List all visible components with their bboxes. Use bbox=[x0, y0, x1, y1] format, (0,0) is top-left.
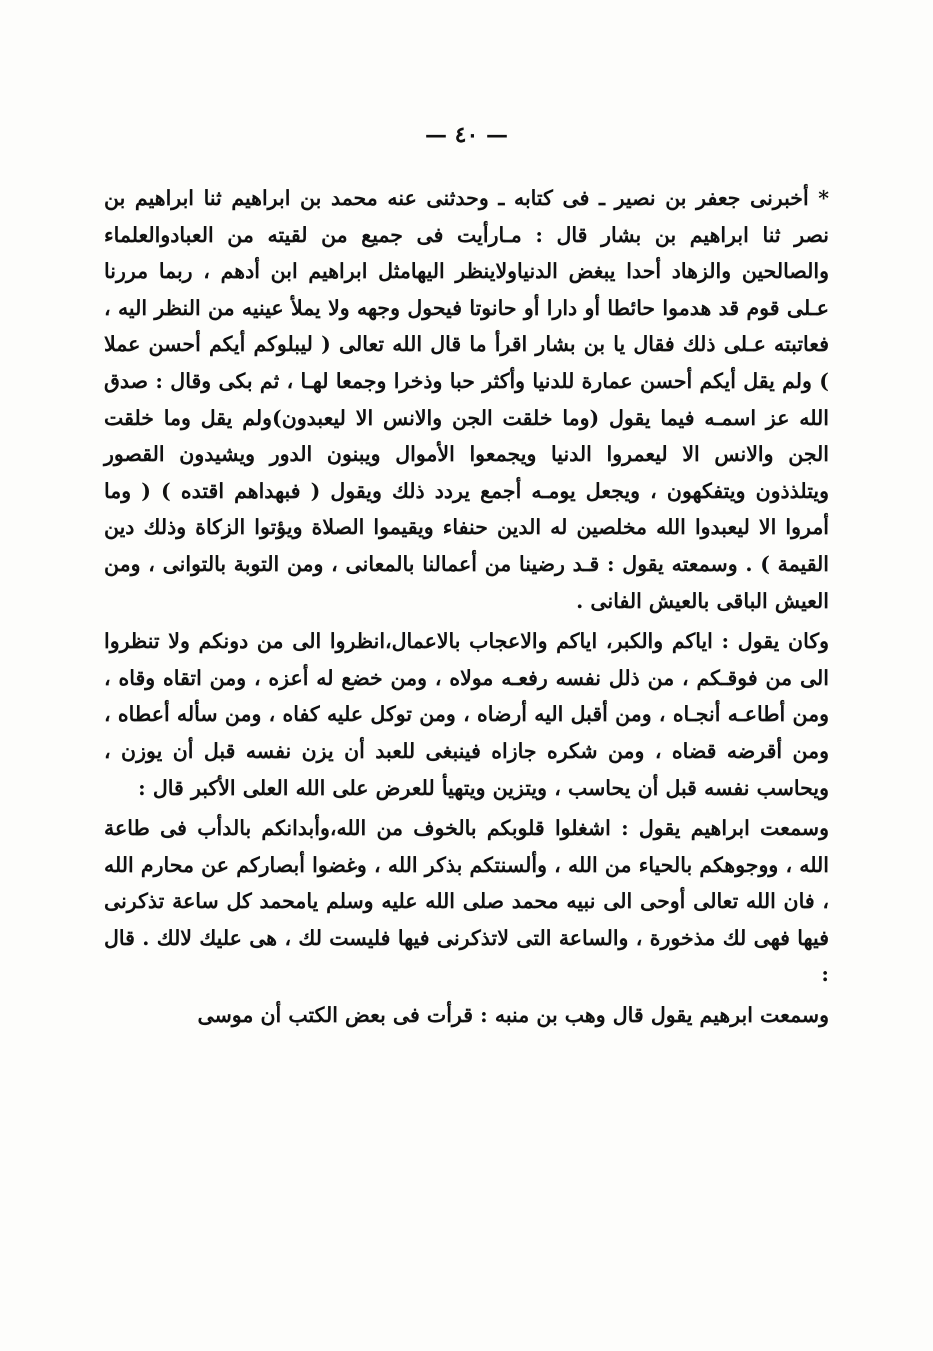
page-number: — ٤٠ — bbox=[425, 122, 508, 148]
paragraph-1: * أخبرنى جعفر بن نصير ـ فى كتابه ـ وحدثنى عنه محمد بن ابراهيم ثنا ابراهيم بن نصر ثنا ابراهيم بن بشار قال : مـارأيت فى جميع من لقيته من العبادوالعلماء والصالحين والزهاد أحدا يبغض الدنياولاينظر اليهامثل ابراهيم ابن أدهم ، ربما مررنا عـلى قوم قد هدموا حائطا أو دارا أو حانوتا فيحول وجهه ولا يملأ عينيه من النظر اليه ، فعاتبته عـلى ذلك فقال يا بن بشار اقرأ ما قال الله تعالى ( ليبلوكم أيكم أحسن عملا ) ولم يقل أيكم أحسن عمارة للدنيا وأكثر حبا وذخرا وجمعا لهـا ، ثم بكى وقال : صدق الله عز اسمـه فيما يقول (وما خلقت الجن والانس الا ليعبدون)ولم يقل وما خلقت الجن والانس الا ليعمروا الدنيا ويجمعوا الأموال ويبنون الدور ويشيدون القصور ويتلذذون ويتفكهون ، ويجعل يومـه أجمع يردد ذلك ويقول ( فبهداهم اقتده ) ( وما أمروا الا ليعبدوا الله مخلصين له الدين حنفاء ويقيموا الصلاة ويؤتوا الزكاة وذلك دين القيمة ) . وسمعته يقول : قـد رضينا من أعمالنا بالمعانى ، ومن التوبة بالتوانى ، ومن العيش الباقى بالعيش الفانى . bbox=[104, 186, 829, 613]
body-text bbox=[104, 180, 829, 1037]
paragraph-2: وكان يقول : اياكم والكبر، اياكم والاعجاب بالاعمال،انظروا الى من دونكم ولا تنظروا الى من فوقـكم ، من ذلل نفسه رفعـه مولاه ، ومن خضع له أعزه ، ومن اتقاه وقاه ، ومن أطاعـه أنجـاه ، ومن أقبل اليه أرضاه ، ومن توكل عليه كفاه ، ومن سأله أعطاه ، ومن أقرضه قضاه ، ومن شكره جازاه فينبغى للعبد أن يزن نفسه قبل أن يوزن ، ويحاسب نفسه قبل أن يحاسب ، ويتزين ويتهيأ للعرض على الله العلى الأكبر قال : bbox=[104, 629, 829, 800]
paragraph-4: وسمعت ابرهيم يقول قال وهب بن منبه : قرأت فى بعض الكتب أن موسى bbox=[197, 1003, 829, 1028]
paragraph-3: وسمعت ابراهيم يقول : اشغلوا قلوبكم بالخوف من الله،وأبدانكم بالدأب فى طاعة الله ، ووجوهكم بالحياء من الله ، وألسنتكم بذكر الله ، وغضوا أبصاركم عن محارم الله ، فان الله تعالى أوحى الى نبيه محمد صلى الله عليه وسلم يامحمد كل ساعة تذكرنى فيها فهى لك مذخورة ، والساعة التى لاتذكرنى فيها فليست لك ، هى عليك لالك . قال : bbox=[104, 816, 829, 987]
